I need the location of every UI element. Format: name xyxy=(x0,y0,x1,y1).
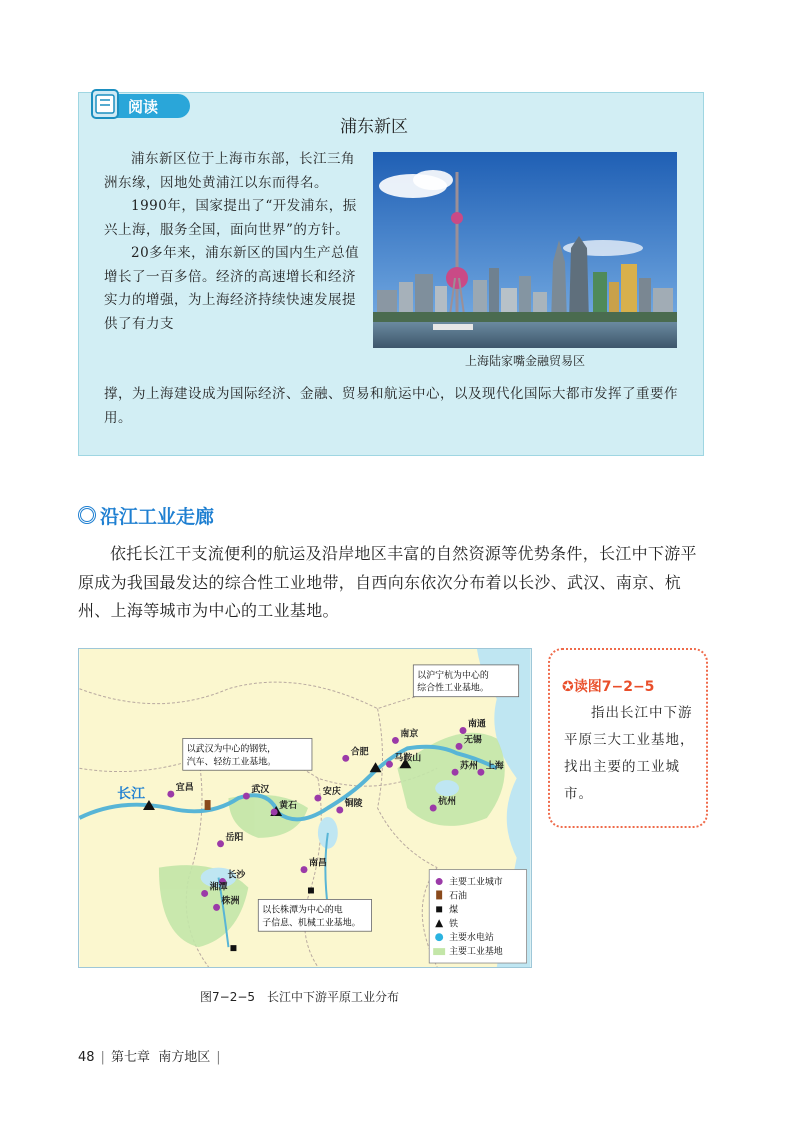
city-dot-icon xyxy=(336,807,343,814)
city-dot-icon xyxy=(452,769,459,776)
reading-paragraph: 1990年，国家提出了“开发浦东，振兴上海，服务全国，面向世界”的方针。 xyxy=(104,198,357,238)
taihu-lake xyxy=(435,780,459,796)
city-dot-icon xyxy=(430,805,437,812)
city-label: 株洲 xyxy=(221,896,240,907)
city-dot-icon xyxy=(460,727,467,734)
book-icon xyxy=(92,90,118,118)
city-dot-icon xyxy=(167,791,174,798)
reading-tag-label: 阅读 xyxy=(128,98,159,116)
reading-map-text: 指出长江中下游平原三大工业基地，找出主要的工业城市。 xyxy=(564,705,695,802)
industry-map xyxy=(78,648,532,968)
svg-text:石油: 石油 xyxy=(449,891,467,902)
reading-paragraph-end: 撑，为上海建设成为国际经济、金融、贸易和航运中心，以及现代化国际大都市发挥了重要作用。 xyxy=(104,386,678,426)
city-label: 马鞍山 xyxy=(394,753,422,764)
city-label: 合肥 xyxy=(350,747,369,758)
coal-icon xyxy=(436,906,442,912)
city-label: 铜陵 xyxy=(344,799,363,810)
city-dot-icon xyxy=(201,890,208,897)
city-label: 无锡 xyxy=(464,735,482,746)
city-dot-icon xyxy=(386,761,393,768)
reading-paragraph: 20多年来，浦东新区的国内生产总值增长了一百多倍。经济的高速增长和经济实力的增强，为上海经济持续快速发展提供了有力支 xyxy=(104,245,360,332)
city-dot-icon xyxy=(243,793,250,800)
city-dot-icon xyxy=(477,769,484,776)
reading-title: 浦东新区 xyxy=(340,117,408,137)
svg-text:子信息、机械工业基地。: 子信息、机械工业基地。 xyxy=(262,918,361,929)
svg-text:以沪宁杭为中心的: 以沪宁杭为中心的 xyxy=(417,670,489,681)
city-label: 湘潭 xyxy=(209,882,228,893)
svg-text:以长株潭为中心的电: 以长株潭为中心的电 xyxy=(262,905,343,916)
reading-map-title: ✪读图7−2−5 xyxy=(562,679,655,695)
city-label: 长沙 xyxy=(227,870,246,881)
city-dot-icon xyxy=(217,840,224,847)
reading-tag xyxy=(86,86,194,124)
city-label: 宜昌 xyxy=(175,783,194,794)
city-dot-icon xyxy=(213,904,220,911)
svg-text:煤: 煤 xyxy=(449,905,459,916)
lujiazui-skyline-photo xyxy=(373,152,677,348)
reading-text-left xyxy=(104,148,362,336)
svg-text:主要水电站: 主要水电站 xyxy=(449,933,494,944)
base-swatch xyxy=(433,948,445,955)
city-dot-icon xyxy=(342,755,349,762)
poyang-lake xyxy=(318,817,338,849)
svg-text:主要工业城市: 主要工业城市 xyxy=(449,877,503,888)
oil-icon xyxy=(205,800,211,810)
svg-text:汽车、轻纺工业基地。: 汽车、轻纺工业基地。 xyxy=(186,757,277,768)
reading-text-full xyxy=(104,383,684,430)
svg-text:以武汉为中心的钢铁，: 以武汉为中心的钢铁， xyxy=(186,744,277,755)
section-heading-text: 沿江工业走廊 xyxy=(100,506,215,528)
section-body xyxy=(78,540,708,626)
chapter-label: 第七章 xyxy=(110,1050,150,1065)
svg-text:主要工业基地: 主要工业基地 xyxy=(449,947,503,958)
coal-icon xyxy=(230,945,236,951)
page-number: 48 xyxy=(78,1050,95,1065)
map-caption: 图7−2−5 长江中下游平原工业分布 xyxy=(200,990,400,1004)
callout-wuhan xyxy=(183,738,312,770)
city-label: 黄石 xyxy=(279,801,298,811)
city-dot-icon xyxy=(271,808,278,815)
section-paragraph: 依托长江干支流便利的航运及沿岸地区丰富的自然资源等优势条件，长江中下游平原成为我国最发达的综合性工业地带，自西向东依次分布着以长沙、武汉、南京、杭州、上海等城市为中心的工业基地。 xyxy=(78,544,697,620)
callout-south xyxy=(258,899,371,931)
city-dot-icon xyxy=(301,866,308,873)
city-label: 南京 xyxy=(400,729,419,740)
city-dot-icon xyxy=(456,743,463,750)
photo-caption: 上海陆家嘴金融贸易区 xyxy=(464,354,585,368)
map-legend xyxy=(429,870,526,963)
oil-icon xyxy=(436,890,442,899)
chapter-title: 南方地区 xyxy=(158,1050,211,1065)
city-label: 武汉 xyxy=(251,785,270,796)
city-label: 岳阳 xyxy=(225,832,244,843)
section-heading xyxy=(78,502,214,529)
city-dot-icon xyxy=(392,737,399,744)
city-label: 杭州 xyxy=(438,797,457,808)
callout-east xyxy=(413,665,518,697)
city-label: 上海 xyxy=(485,761,504,772)
river-label: 长江 xyxy=(117,786,145,803)
circle-bullet-icon xyxy=(78,506,96,524)
city-label: 苏州 xyxy=(460,761,478,772)
reading-paragraph: 浦东新区位于上海市东部，长江三角洲东缘，因地处黄浦江以东而得名。 xyxy=(104,151,355,191)
svg-text:铁: 铁 xyxy=(449,919,459,930)
city-dot-icon xyxy=(314,795,321,802)
city-label: 南通 xyxy=(467,719,486,730)
svg-text:综合性工业基地。: 综合性工业基地。 xyxy=(417,683,489,694)
page-footer: 48 | 第七章 南方地区 | xyxy=(78,1050,221,1065)
city-label: 南昌 xyxy=(308,858,327,869)
city-label: 安庆 xyxy=(322,787,341,798)
city-dot-icon xyxy=(436,878,443,885)
circle-bullet-icon: ✪ xyxy=(562,679,574,695)
coal-icon xyxy=(308,888,314,894)
hydropower-icon xyxy=(435,933,443,941)
